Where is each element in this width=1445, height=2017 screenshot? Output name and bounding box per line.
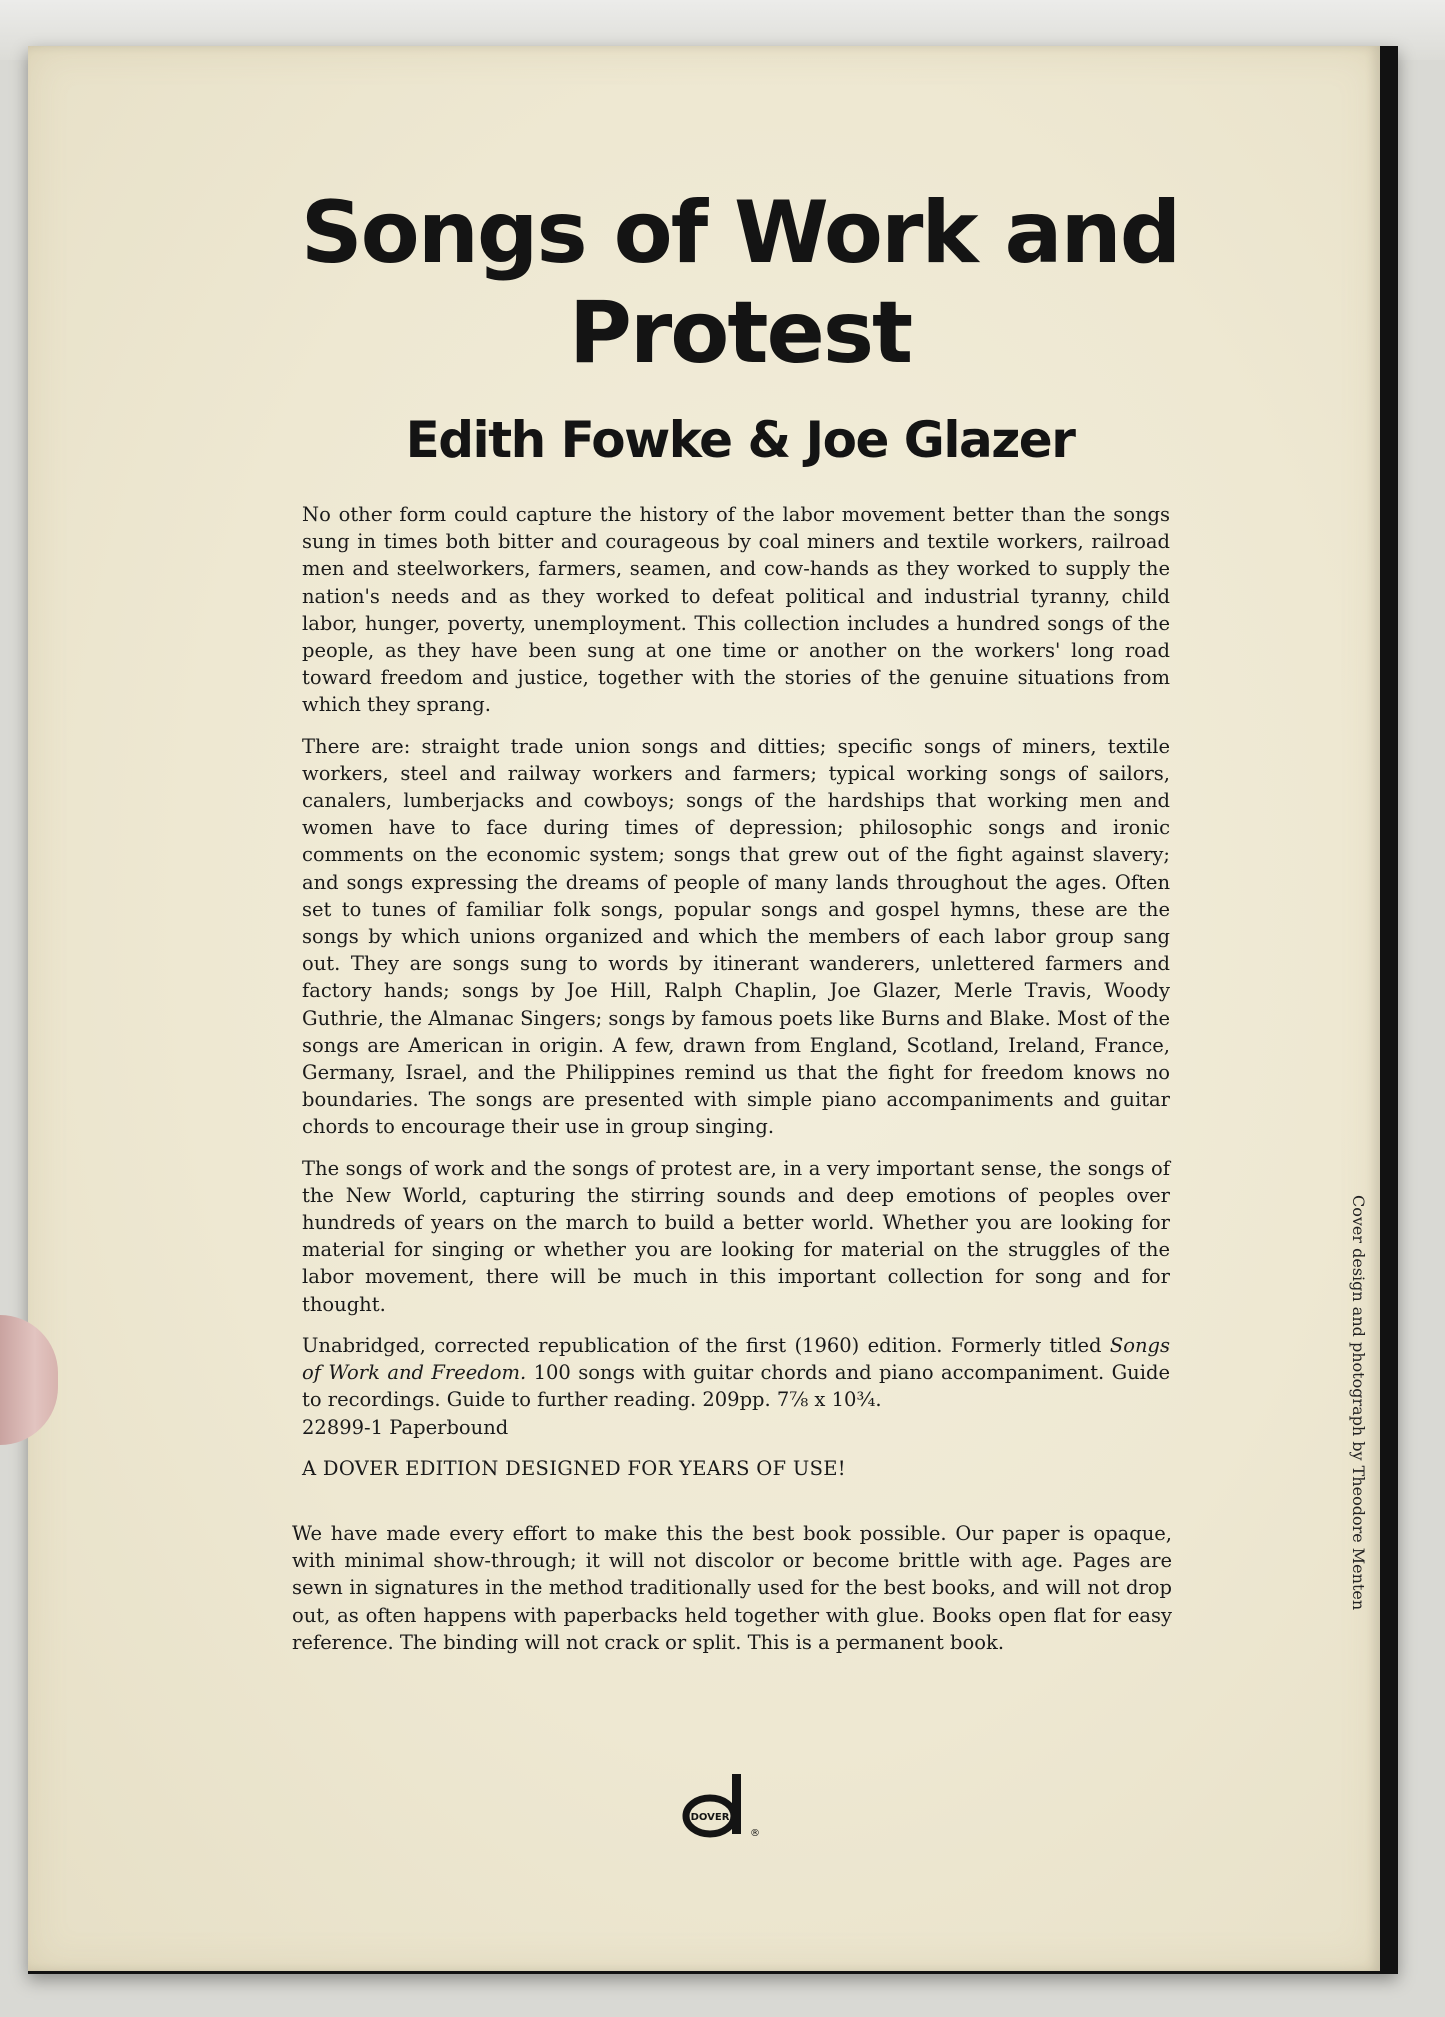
description-block: [302, 501, 1170, 1496]
book-authors: Edith Fowke & Joe Glazer: [405, 411, 1075, 469]
former-title: Songs of Work and Freedom.: [302, 1333, 1170, 1385]
publication-details: 100 songs with guitar chords and piano accompaniment. Guide to recordings. Guide to further reading. 209pp. 7⅞ x 10¾.: [302, 1361, 1170, 1412]
dover-logo-icon: [680, 1762, 764, 1846]
catalog-code: 22899-1 Paperbound: [302, 1415, 509, 1439]
book-title: Songs of Work and Protest: [300, 183, 1180, 383]
dover-guarantee-text: We have made every effort to make this the best book possible. Our paper is opaque, with minimal show-through; it will not discolor or become brittle with age. Pages are sewn in signatures in the method traditionally used for the best books, and will not drop out, as often happens with paperbacks held together with glue. Books open flat for easy reference. The binding will not crack or split. This is a permanent book.: [292, 1522, 1172, 1654]
description-paragraph-2: There are: straight trade union songs and ditties; specific songs of miners, textile workers, steel and railway workers and farmers; typical working songs of sailors, canalers, lumberjacks and cowboys; songs of the hardships that working men and women have to face during times of depression; philosophic songs and ironic comments on the economic system; songs that grew out of the fight against slavery; and songs expressing the dreams of people of many lands throughout the ages. Often set to tunes of familiar folk songs, popular songs and gospel hymns, these are the songs by which unions organized and which the members of each labor group sang out. They are songs sung to words by itinerant wanderers, unlettered farmers and factory hands; songs by Joe Hill, Ralph Chaplin, Joe Glazer, Merle Travis, Woody Guthrie, the Almanac Singers; songs by famous poets like Burns and Blake. Most of the songs are American in origin. A few, drawn from England, Scotland, Ireland, France, Germany, Israel, and the Philippines remind us that the fight for freedom knows no boundaries. The songs are presented with simple piano accompaniments and guitar chords to encourage their use in group singing.: [302, 734, 1170, 1139]
publication-intro: Unabridged, corrected republication of the first (1960) edition. Formerly titled: [302, 1333, 1110, 1357]
publication-note: [302, 1332, 1170, 1414]
dover-logo-mark: ®: [750, 1828, 760, 1839]
cover-credit: Cover design and photograph by Theodore Menten: [1349, 1195, 1368, 1611]
description-paragraph-3: The songs of work and the songs of protest are, in a very important sense, the songs of the New World, capturing the stirring sounds and deep emotions of peoples over hundreds of years on the march to build a better world. Whether you are looking for material for singing or whether you are looking for material on the struggles of the labor movement, there will be much in this important collection for song and for thought.: [302, 1156, 1170, 1316]
description-paragraph-1: No other form could capture the history of the labor movement better than the songs sung in times both bitter and courageous by coal miners and textile workers, railroad men and steelworkers, farmers, seamen, and cow-hands as they worked to supply the nation's needs and as they worked to defeat political and industrial tyranny, child labor, hunger, poverty, unemployment. This collection includes a hundred songs of the people, as they have been sung at one time or another on the workers' long road toward freedom and justice, together with the stories of the genuine situations from which they sprang.: [302, 503, 1170, 717]
dover-heading: A DOVER EDITION DESIGNED FOR YEARS OF USE!: [302, 1456, 846, 1480]
dover-logo-text: DOVER: [690, 1812, 730, 1823]
